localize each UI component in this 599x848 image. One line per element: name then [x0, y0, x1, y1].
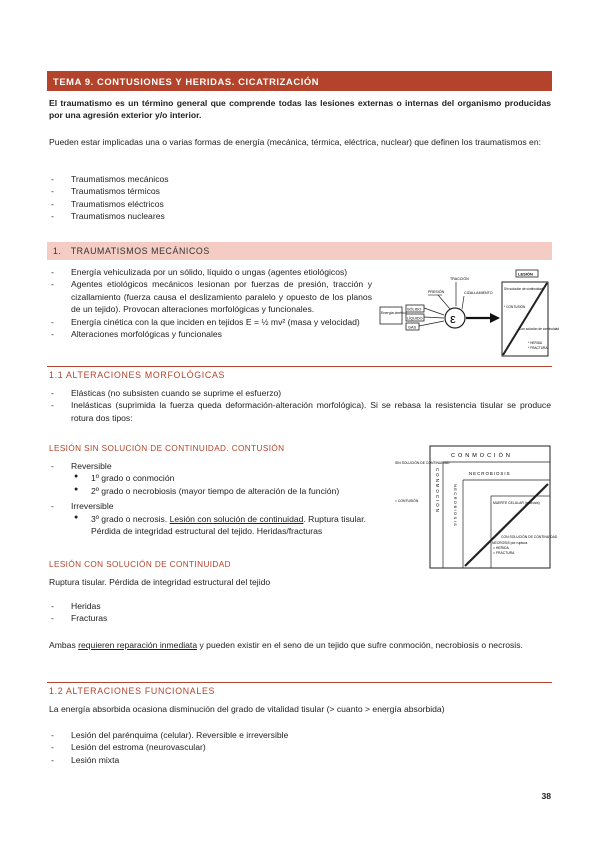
necrobiosis-vertical-label: NECROBIOSIS — [453, 484, 458, 528]
cell-death-label: MUERTE CELULAR (necrosis) — [493, 501, 540, 505]
list-item: - Reversible — [49, 460, 389, 472]
lesion-with-text: Ruptura tisular. Pérdida de integridad estructural del tejido — [49, 577, 271, 587]
repair-text-a: Ambas — [49, 640, 79, 650]
page-number: 38 — [541, 791, 551, 801]
grade3-underline: Lesión con solución de continuidad — [169, 513, 304, 524]
necrobiosis-label: NECROBIOSIS — [469, 471, 511, 476]
list-item: - Alteraciones morfológicas y funcionales — [49, 328, 372, 340]
list-item: - Elásticas (no subsisten cuando se suprime el esfuerzo) — [49, 387, 551, 399]
list-item: - Heridas — [49, 600, 249, 612]
list-item: - Lesión mixta — [49, 754, 449, 766]
contusion-label: = CONTUSIÓN — [395, 499, 419, 503]
section-number: 1. — [53, 246, 62, 256]
list-item: - Energía vehiculizada por un sólido, líquido o ungas (agentes etiológicos) — [49, 266, 372, 278]
intro-paragraph: El traumatismo es un término general que comprende todas las lesiones externas o internas del organismo producidas por una agresión exterior y/o interior. — [49, 98, 551, 121]
with-continuity-label: Con solución de continuidad — [519, 327, 560, 331]
morph-list — [49, 387, 551, 424]
list-item: - Agentes etiológicos mecánicos lesionan por fuerzas de presión, tracción y cizallamiento (fuerza causa el deslizamiento paralelo y opuesto de los planos de un tejido). Provocan alteraciones morfológicas y funcionales. — [49, 278, 372, 315]
list-item: - Traumatismos eléctricos — [49, 198, 349, 210]
liquid-label: LÍQUIDO — [407, 316, 423, 321]
section1-list — [49, 266, 372, 341]
with-continuity-label: CON SOLUCIÓN DE CONTINUIDAD — [501, 535, 558, 539]
concussion-label: CONMOCIÓN — [451, 453, 513, 459]
lesion-label: LESIÓN — [518, 271, 533, 277]
wound-label: * HERIDA — [528, 341, 543, 345]
pressure-label: PRESIÓN — [428, 290, 445, 294]
contusion-label: * CONTUSIÓN — [504, 305, 526, 309]
shear-label: CIZALLAMIENTO — [464, 291, 493, 295]
lesion-with-heading: LESIÓN CON SOLUCIÓN DE CONTINUIDAD — [49, 560, 231, 569]
necrosis-label: NECROSIS por ruptura — [492, 541, 528, 545]
list-item: - Lesión del estroma (neurovascular) — [49, 741, 449, 753]
repair-text-b: y pueden existir en el seno de un tejido que sufre conmoción, necrobiosis o necrosis. — [197, 640, 523, 650]
gas-label: GAS — [408, 325, 417, 330]
list-item: - Lesión del parénquima (celular). Reversible e irreversible — [49, 729, 449, 741]
fracture-label: = FRACTURA — [493, 551, 515, 555]
without-continuity-label: SIN SOLUCIÓN DE CONTINUIDAD — [395, 461, 450, 465]
lesion-without-block — [49, 460, 389, 538]
list-item: - Traumatismos mecánicos — [49, 173, 349, 185]
list-item: - Inelásticas (suprimida la fuerza queda deformación-alteración morfológica). Si se rebasa la resistencia tisular se produce rotura dos tipos: — [49, 399, 551, 424]
list-item: - Irreversible — [49, 500, 389, 512]
section-heading — [47, 242, 552, 260]
trauma-types-list — [49, 173, 349, 223]
list-item — [71, 513, 389, 538]
list-item: ● 1º grado o conmoción — [71, 472, 389, 484]
contusion-degree-diagram — [393, 442, 558, 570]
divider — [47, 366, 552, 367]
functional-text: La energía absorbida ocasiona disminución del grado de vitalidad tisular (> cuanto > energía absorbida) — [49, 704, 445, 714]
section-title: TRAUMATISMOS MECÁNICOS — [70, 246, 210, 256]
grade3-rest: . Ruptura tisular. Pérdida de integridad estructural del tejido. Heridas/fracturas — [91, 513, 366, 537]
energy-label: Energía cinética — [381, 311, 407, 315]
grade3-text: 3º grado o necrosis. — [91, 513, 170, 524]
list-item: ● 2º grado o necrobiosis (mayor tiempo de alteración de la función) — [71, 485, 389, 497]
list-item: - Energía cinética con la que inciden en tejidos E = ½ mv² (masa y velocidad) — [49, 316, 372, 328]
list-item: - Traumatismos térmicos — [49, 185, 349, 197]
energy-paragraph: Pueden estar implicadas una o varias formas de energía (mecánica, térmica, eléctrica, nuclear) que definen los traumatismos en: — [49, 137, 541, 147]
repair-paragraph — [49, 639, 551, 651]
traction-label: TRACCIÓN — [450, 277, 469, 281]
subsection-title: 1.2 ALTERACIONES FUNCIONALES — [49, 686, 216, 696]
repair-underline: requieren reparación inmediata — [78, 640, 198, 650]
solid-label: SÓLIDO — [407, 307, 422, 312]
lesion-without-heading: LESIÓN SIN SOLUCIÓN DE CONTINUIDAD. CONTUSIÓN — [49, 444, 285, 453]
concussion-vertical-label: CONMOCIÓN — [435, 468, 440, 514]
list-item: - Traumatismos nucleares — [49, 210, 349, 222]
subsection-title: 1.1 ALTERACIONES MORFOLÓGICAS — [49, 370, 226, 380]
divider — [47, 682, 552, 683]
functional-list — [49, 729, 449, 766]
without-continuity-label: Sin solución de continuidad — [504, 287, 543, 291]
fracture-label: * FRACTURA — [528, 346, 548, 350]
mechanical-trauma-diagram — [378, 268, 560, 360]
epsilon-symbol: ε — [450, 311, 456, 326]
lesion-with-list — [49, 600, 249, 625]
chapter-title: TEMA 9. CONTUSIONES Y HERIDAS. CICATRIZACIÓN — [47, 71, 552, 91]
wound-label: = HERIDA — [493, 546, 509, 550]
list-item: - Fracturas — [49, 612, 249, 624]
